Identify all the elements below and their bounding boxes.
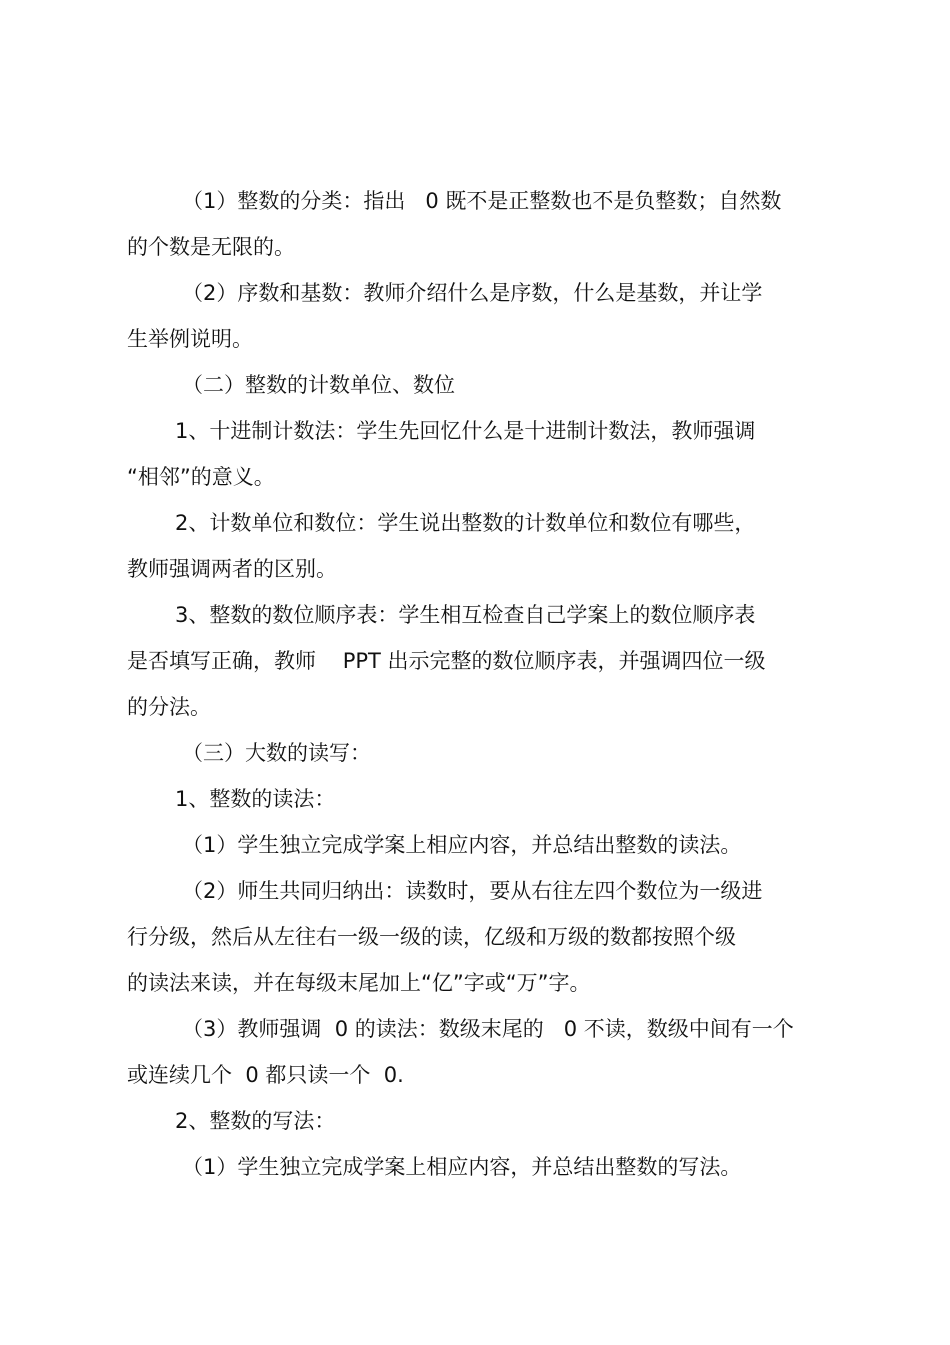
paragraph-line: 1、十进制计数法：学生先回忆什么是十进制计数法，教师强调 [175,419,756,443]
paragraph-line: （3）教师强调 0 的读法：数级末尾的 0 不读，数级中间有一个 [182,1017,794,1041]
paragraph-line: （1）学生独立完成学案上相应内容，并总结出整数的写法。 [182,1155,742,1179]
paragraph-line: （2）师生共同归纳出：读数时，要从右往左四个数位为一级进 [182,879,763,903]
paragraph-line: 的个数是无限的。 [127,235,295,259]
paragraph-line: （1）学生独立完成学案上相应内容，并总结出整数的读法。 [182,833,742,857]
paragraph-line: 教师强调两者的区别。 [127,557,337,581]
paragraph-line: 2、计数单位和数位：学生说出整数的计数单位和数位有哪些， [175,511,756,535]
paragraph-line: “相邻”的意义。 [127,465,275,489]
subsection-heading: 2、整数的写法： [175,1109,336,1133]
paragraph-line: 的分法。 [127,695,211,719]
subsection-heading: 1、整数的读法： [175,787,336,811]
paragraph-line: 或连续几个 0 都只读一个 0. [127,1063,404,1087]
paragraph-line: 3、整数的数位顺序表：学生相互检查自己学案上的数位顺序表 [175,603,756,627]
section-heading: （三）大数的读写： [182,741,371,765]
paragraph-line: （1）整数的分类：指出 0 既不是正整数也不是负整数；自然数 [182,189,782,213]
paragraph-line: 生举例说明。 [127,327,253,351]
paragraph-line: 行分级，然后从左往右一级一级的读，亿级和万级的数都按照个级 [127,925,736,949]
section-heading: （二）整数的计数单位、数位 [182,373,455,397]
paragraph-line: （2）序数和基数：教师介绍什么是序数，什么是基数，并让学 [182,281,763,305]
paragraph-line: 是否填写正确，教师 PPT 出示完整的数位顺序表，并强调四位一级 [127,649,766,673]
paragraph-line: 的读法来读，并在每级末尾加上“亿”字或“万”字。 [127,971,591,995]
